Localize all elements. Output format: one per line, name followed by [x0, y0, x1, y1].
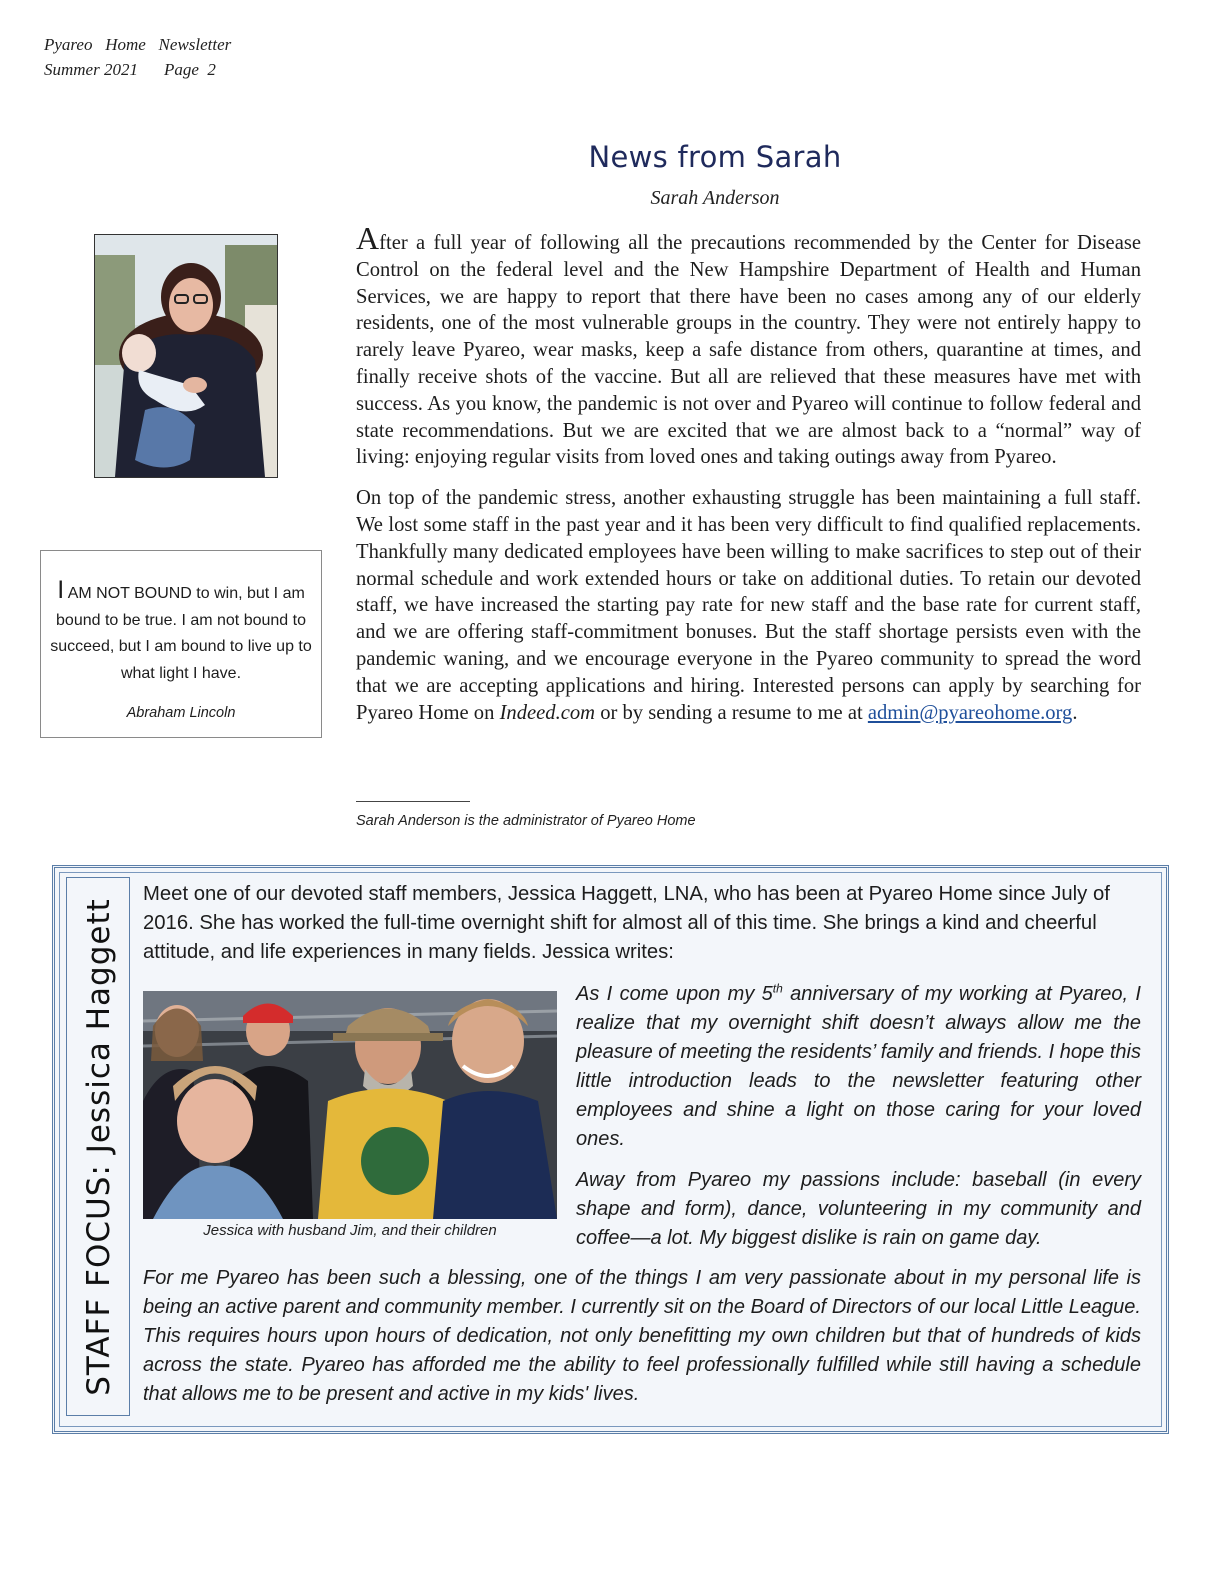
jessica-p1-start: As I come upon my 5 [576, 983, 773, 1005]
sarah-photo-illustration [95, 235, 277, 477]
email-link[interactable]: admin@pyareohome.org [867, 701, 1073, 724]
jessica-paragraph-1 [576, 980, 1141, 1154]
quote-initial: I [57, 576, 65, 604]
quote-text [47, 577, 315, 687]
page-number: Page 2 [163, 60, 216, 79]
indeed-name: Indeed.com [499, 701, 596, 724]
family-photo-illustration [143, 991, 557, 1219]
newsletter-header [44, 32, 231, 82]
lincoln-quote-box [40, 550, 322, 738]
family-photo-caption: Jessica with husband Jim, and their children [203, 1222, 497, 1239]
staff-intro: Meet one of our devoted staff members, Jessica Haggett, LNA, who has been at Pyareo Home since July of 2016. She has worked the full-time overnight shift for almost all of this time. She brings a kind and cheerful attitude, and life experiences in many fields. Jessica writes: [143, 883, 1110, 963]
quote-smallcaps: AM NOT BOUND [64, 585, 192, 602]
jessica-writes [576, 980, 1141, 1265]
footnote-rule [356, 801, 470, 802]
issue-info [44, 57, 231, 82]
jessica-paragraph-2: Away from Pyareo my passions include: baseball (in every shape and form), dance, volunteering in my community and coffee—a lot. My biggest dislike is rain on game day. [576, 1169, 1141, 1249]
article-title: News from Sarah [588, 140, 842, 174]
article-paragraph-1 [356, 220, 1141, 471]
jessica-paragraph-3: For me Pyareo has been such a blessing, one of the things I am very passionate about in my personal life is being an active parent and community member. I currently sit on the Board of Directors of our local Little League. This requires hours upon hours of dedication, not only benefitting my own children but that of hundreds of kids across the state. Pyareo has afforded me the ability to feel professionally fulfilled while still having a schedule that allows me to be present and active in my kids' lives. [143, 1267, 1141, 1405]
staff-focus-label: STAFF FOCUS: Jessica Haggett [81, 898, 117, 1396]
paragraph-2-end: . [1072, 701, 1078, 724]
article-body [356, 220, 1141, 740]
quote-body: to win, but I am bound to be true. I am not bound to succeed, but I am bound to live up to what light I have. [50, 585, 312, 682]
paragraph-2-text: On top of the pandemic stress, another exhausting struggle has been maintaining a full staff. We lost some staff in the past year and it has been very difficult to find qualified replacements. Thankfully many dedicated employees have been willing to make sacrifices to step out of their normal schedule and work extended hours or take on additional duties. To retain our devoted staff, we have increased the starting pay rate for new staff and the base rate for current staff, and we are offering staff-commitment bonuses. But the staff shortage persists even with the pandemic waning, and we encourage everyone in the Pyareo community to spread the word that we are accepting applications and hiring. Interested persons can apply by searching for Pyareo Home on [356, 487, 1141, 724]
paragraph-2-middle: or by sending a resume to me at [595, 701, 868, 724]
article-paragraph-2 [356, 485, 1141, 726]
quote-author: Abraham Lincoln [126, 705, 236, 721]
sarah-photo [94, 234, 278, 478]
staff-focus-sidebar [66, 877, 130, 1416]
paragraph-1-text: fter a full year of following all the precautions recommended by the Center for Disease Control on the federal level and the New Hampshire Department of Health and Human Services, we are happy to report that there have been no cases among any of our elderly residents, one of the most vulnerable groups in the country. They were not entirely happy to rarely leave Pyareo, wear masks, keep a safe distance from others, quarantine at times, and finally receive shots of the vaccine. But all are relieved that these measures have met with success. As you know, the pandemic is not over and Pyareo will continue to follow federal and state recommendations. But we are excited that we are almost back to a “normal” way of living: enjoying regular visits from loved ones and taking outings away from Pyareo. [356, 232, 1141, 469]
issue-season: Summer 2021 [44, 60, 138, 79]
drop-cap: A [356, 220, 380, 256]
article-byline: Sarah Anderson [650, 187, 780, 209]
article-footnote: Sarah Anderson is the administrator of Pyareo Home [356, 813, 696, 829]
family-photo [143, 991, 557, 1219]
ordinal-suffix: th [772, 981, 783, 996]
jessica-p1-rest: anniversary of my working at Pyareo, I realize that my overnight shift doesn’t always allow me the pleasure of meeting the residents’ family and friends. I hope this little introduction leads to the newsletter featuring other employees and shine a light on those caring for your loved ones. [576, 983, 1141, 1150]
newsletter-name: Pyareo Home Newsletter [44, 35, 232, 54]
